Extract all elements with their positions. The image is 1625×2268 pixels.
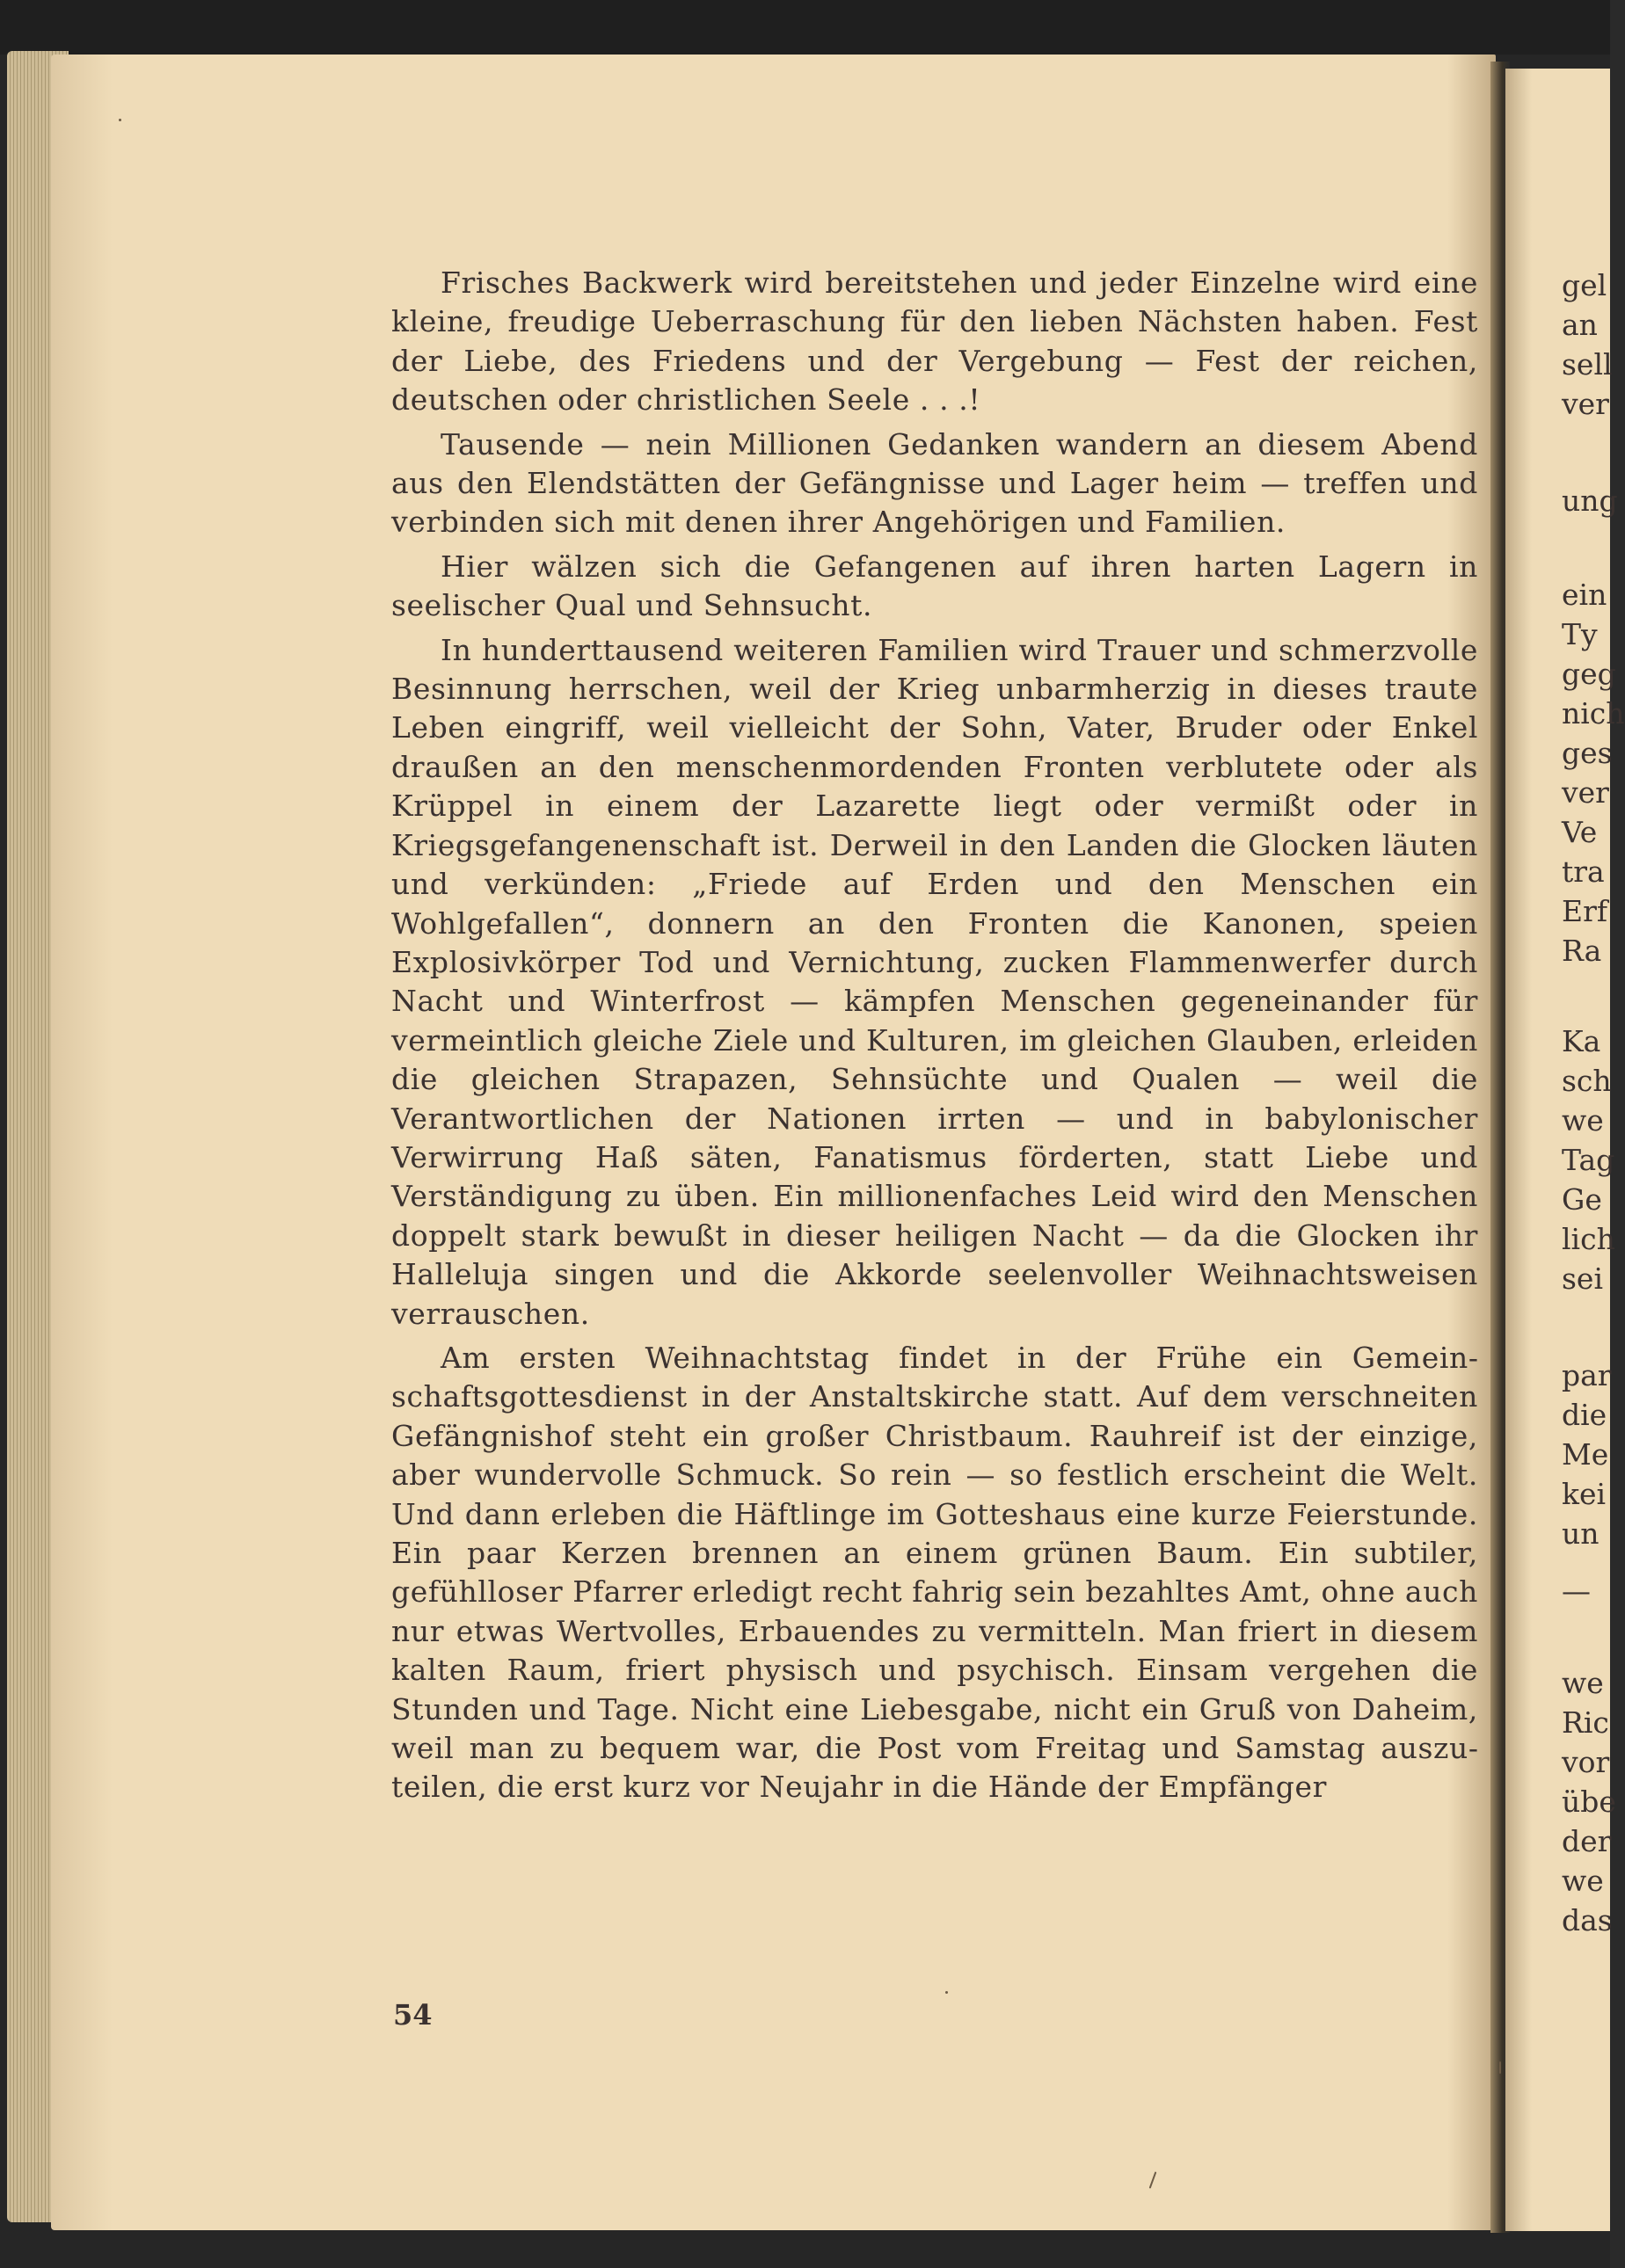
facing-line-17: sch (1562, 1064, 1612, 1098)
paragraph-4: In hunderttausend weiteren Familien wird Trauer und schmerzvolle Besinnung herrschen, weil der Krieg unbarmherzig in dieses traute Leben eingriff, weil vielleicht der Sohn, Vater, Bruder oder Enkel draußen an den menschenmordenden Fronten verblutete oder als Krüppel in einem der Lazarette liegt oder vermißt oder in Kriegsgefangenenschaft ist. Derweil in den Landen die Glocken läuten und verkünden: „Friede auf Erden und den Menschen ein Wohlgefallen“, donnern an den Fronten die Kanonen, speien Explosivkörper Tod und Vernichtung, zucken Flammenwerfer durch Nacht und Winterfrost — kämpfen Menschen gegeneinander für vermeintlich gleiche Ziele und Kulturen, im gleichen Glauben, erleiden die gleichen Strapazen, Sehnsüchte und Qualen — weil die Verantwortlichen der Nationen irrten — und in babylonischer Verwirrung Haß säten, Fanatismus förderten, statt Liebe und Verständigung zu üben. Ein millionenfaches Leid wird den Menschen doppelt stark bewußt in dieser heiligen Nacht — da die Glocken ihr Halleluja singen und die Akkorde seelenvoller Weihnachtsweisen verrauschen. (391, 632, 1478, 1331)
facing-line-34: we (1562, 1864, 1604, 1898)
page-number: 54 (393, 1998, 433, 2032)
facing-line-12: Ve (1562, 815, 1598, 849)
body-text (391, 264, 1478, 1813)
facing-line-31: vor (1562, 1745, 1610, 1779)
facing-line-13: tra (1562, 854, 1605, 889)
facing-line-11: ver (1562, 775, 1609, 810)
paragraph-1: Frisches Backwerk wird bereitstehen und jeder Einzelne wird eine kleine, freudige Ueberraschung für den lieben Nächsten haben. Fest der Liebe, des Friedens und der Vergebung — Fest der reichen, deutschen oder christlichen Seele . . .! (391, 265, 1478, 418)
facing-line-7: Ty (1562, 617, 1598, 651)
facing-line-18: we (1562, 1103, 1604, 1138)
facing-line-16: Ka (1562, 1024, 1601, 1058)
facing-line-2: an (1562, 308, 1598, 342)
facing-line-27: un (1562, 1516, 1599, 1551)
facing-line-6: ein (1562, 578, 1607, 612)
facing-line-14: Erf (1562, 894, 1608, 928)
facing-line-33: der (1562, 1824, 1612, 1858)
paragraph-3: Hier wälzen sich die Gefangenen auf ihren harten Lagern in seelischer Qual und Sehnsucht. (391, 549, 1478, 623)
facing-line-22: sei (1562, 1261, 1604, 1296)
facing-page-text-fragments (1562, 268, 1625, 1719)
facing-line-21: lich (1562, 1222, 1615, 1256)
facing-line-8: geg (1562, 657, 1616, 691)
facing-line-10: ges (1562, 736, 1613, 770)
facing-line-25: Me (1562, 1437, 1609, 1472)
facing-line-28: — (1562, 1574, 1591, 1608)
facing-line-30: Ric (1562, 1705, 1609, 1740)
facing-page-text-fragments-lower (1562, 1705, 1616, 1987)
facing-line-4: ver (1562, 387, 1609, 421)
scanner-background (0, 0, 1610, 55)
paragraph-2: Tausende — nein Millionen Gedanken wandern an diesem Abend aus den Elendstätten der Gefängnisse und Lager heim — treffen und verbinden sich mit denen ihrer Angehörigen und Familien. (391, 426, 1478, 540)
paper-speck (945, 1991, 948, 1994)
facing-line-20: Ge (1562, 1182, 1602, 1217)
paper-speck (119, 119, 121, 121)
facing-line-1: gel (1562, 268, 1607, 302)
facing-line-3: sell (1562, 347, 1613, 382)
paragraph-5: Am ersten Weihnachtstag findet in der Frühe ein Gemeinschaftsgottesdienst in der Anstaltskirche statt. Auf dem verschneiten Gefängnishof steht ein großer Christbaum. Rauhreif ist der einzige, aber wundervolle Schmuck. So rein — so festlich erscheint die Welt. Und dann erleben die Häftlinge im Gotteshaus eine kurze Feierstunde. Ein paar Kerzen brennen an einem grünen Baum. Ein subtiler, gefühlloser Pfarrer erledigt recht fahrig sein bezahltes Amt, ohne auch nur etwas Wertvolles, Erbauendes zu vermitteln. Man friert in diesem kalten Raum, friert physisch und psychisch. Einsam vergehen die Stunden und Tage. Nicht eine Liebesgabe, nicht ein Gruß von Daheim, weil man zu bequem war, die Post vom Freitag und Samstag auszuteilen, die erst kurz vor Neujahr in die Hände der Empfänger (391, 1340, 1478, 1805)
facing-line-15: Ra (1562, 934, 1602, 968)
facing-line-5: ung (1562, 483, 1618, 518)
facing-line-29: we (1562, 1666, 1604, 1700)
facing-line-23: par (1562, 1358, 1612, 1392)
facing-line-24: die (1562, 1398, 1607, 1432)
facing-line-26: kei (1562, 1477, 1607, 1511)
facing-line-19: Tag (1562, 1143, 1615, 1177)
facing-line-35: das (1562, 1903, 1613, 1937)
paper-speck (1499, 2061, 1501, 2074)
facing-line-9: nich (1562, 696, 1625, 731)
facing-line-32: übe (1562, 1785, 1616, 1819)
